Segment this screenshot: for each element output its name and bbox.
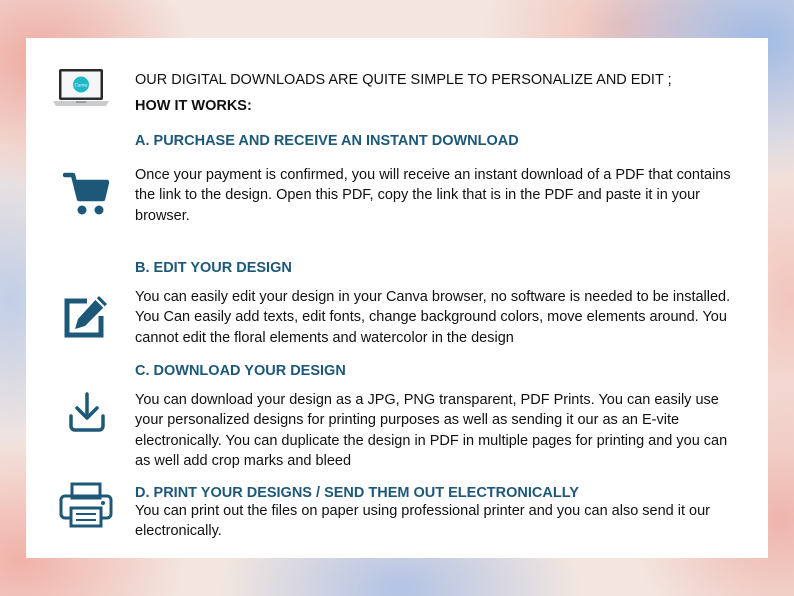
printer-icon (58, 482, 114, 528)
info-card (26, 38, 768, 558)
section-a-body: Once your payment is confirmed, you will receive an instant download of a PDF that contains the link to the design. Open this PDF, copy the link that is in the PDF and paste it in your browser. (135, 167, 731, 224)
section-d-heading: D. PRINT YOUR DESIGNS / SEND THEM OUT ELECTRONICALLY (135, 485, 579, 501)
laptop-icon (52, 68, 110, 112)
section-b-heading: B. EDIT YOUR DESIGN (135, 260, 292, 276)
section-c-body: You can download your design as a JPG, PNG transparent, PDF Prints. You can easily use your personalized designs for printing purposes as well as sending it our as an E-vite electronically. You can duplicate the design in PDF in multiple pages for printing and you can as well add crop marks and bleed (135, 392, 728, 469)
canva-logo-text: Canva (74, 83, 88, 89)
section-d-body: You can print out the files on paper using professional printer and you can also send it our electronically. (135, 503, 711, 540)
shopping-cart-icon (63, 171, 109, 217)
download-icon (68, 391, 106, 433)
edit-icon (63, 294, 109, 338)
intro-line-1: OUR DIGITAL DOWNLOADS ARE QUITE SIMPLE TO PERSONALIZE AND EDIT ; (135, 72, 672, 88)
section-b-body: You can easily edit your design in your Canva browser, no software is needed to be installed. You Can easily add texts, edit fonts, change background colors, move elements around. You cannot edit the floral elements and watercolor in the design (135, 289, 731, 346)
intro-line-2: HOW IT WORKS: (135, 98, 252, 114)
section-c-heading: C. DOWNLOAD YOUR DESIGN (135, 363, 346, 379)
section-a-heading: A. PURCHASE AND RECEIVE AN INSTANT DOWNLOAD (135, 133, 519, 149)
